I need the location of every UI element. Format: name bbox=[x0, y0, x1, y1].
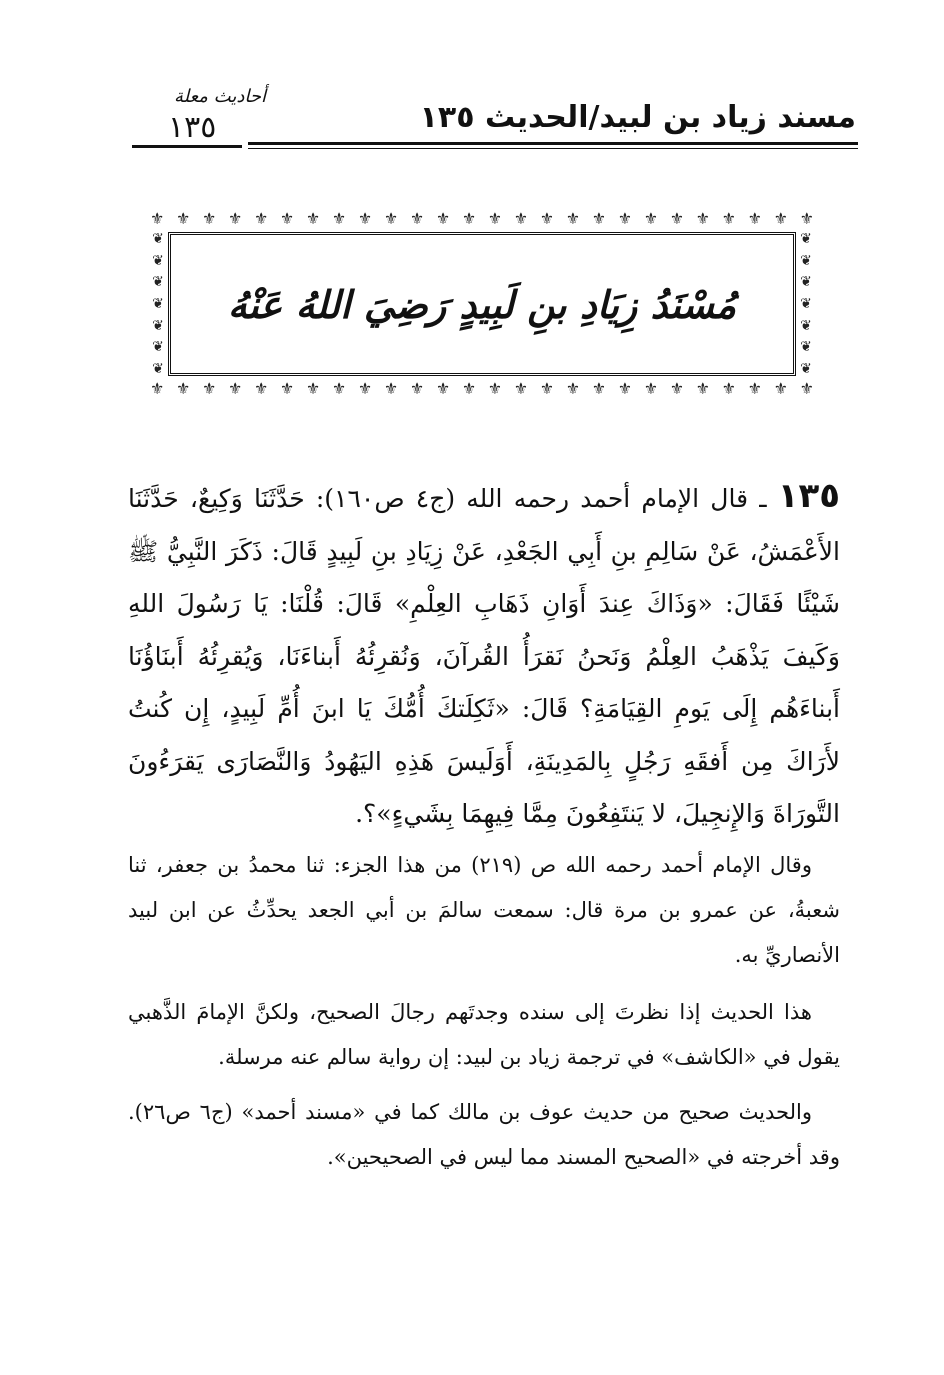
frame-ornament-glyph: ⚜ bbox=[201, 379, 217, 398]
frame-ornament-glyph: ⚜ bbox=[799, 209, 814, 228]
frame-ornament-glyph: ⚜ bbox=[331, 209, 347, 228]
frame-ornament-glyph: ⚜ bbox=[669, 379, 685, 398]
frame-ornament-glyph: ⚜ bbox=[175, 209, 191, 228]
frame-ornament-glyph: ⚜ bbox=[331, 379, 347, 398]
frame-ornament-glyph: ⚜ bbox=[695, 379, 711, 398]
frame-ornament-glyph: ⚜ bbox=[695, 209, 711, 228]
frame-ornament-glyph: ⚜ bbox=[773, 379, 788, 398]
frame-ornament-glyph: ❦ bbox=[152, 231, 164, 247]
note-text-1: هذا الحديث إذا نظرتَ إلى سنده وجدتَهم رجالَ الصحيح، ولكنَّ الإمامَ الذَّهبي يقول في «الكاشف» في ترجمة زياد بن لبيد: إن رواية سالم عنه مرسلة. bbox=[128, 1000, 840, 1069]
hadith-text: قال الإمام أحمد رحمه الله (ج٤ ص١٦٠): حَدَّثَنَا وَكِيعٌ، حَدَّثَنَا الأَعْمَشُ، عَنْ سَالِمِ بنِ أَبِي الجَعْدِ، عَنْ زِيَادِ بنِ لَبِيدٍ قَالَ: ذَكَرَ النَّبِيُّ ﷺ شَيْئًا فَقَالَ: «وَذَاكَ عِندَ أَوَانِ ذَهَابِ العِلْمِ» قَالَ: قُلْنَا: يَا رَسُولَ اللهِ وَكَيفَ يَذْهَبُ العِلْمُ وَنَحنُ نَقرَأُ القُرآنَ، وَنُقرِئُهُ أَبناءَنَا، وَيُقرِئُهُ أَبنَاؤُنَا أَبناءَهُم إِلَى يَومِ القِيَامَةِ؟ قَالَ: «ثَكِلَتكَ أُمُّكَ يَا ابنَ أُمِّ لَبِيدٍ، إِن كُنتُ لأَرَاكَ مِن أَفقَهِ رَجُلٍ بِالمَدِينَةِ، أَوَلَيسَ هَذِهِ اليَهُودُ وَالنَّصَارَى يَقرَءُونَ التَّورَاةَ وَالإِنجِيلَ، لا يَنتَفِعُونَ مِمَّا فِيهِمَا بِشَيءٍ»؟. bbox=[128, 484, 840, 828]
frame-ornament-glyph: ❦ bbox=[152, 252, 164, 269]
frame-ornament-glyph: ⚜ bbox=[227, 379, 243, 398]
frame-ornament-glyph: ⚜ bbox=[357, 379, 373, 398]
frame-ornament-glyph: ⚜ bbox=[747, 379, 762, 398]
section-title: مُسْنَدُ زِيَادِ بنِ لَبِيدٍ رَضِيَ اللهُ عَنْهُ bbox=[227, 281, 737, 327]
frame-ornament-glyph: ⚜ bbox=[409, 379, 425, 398]
frame-ornament-glyph: ⚜ bbox=[383, 379, 399, 398]
page-number-rule bbox=[132, 145, 242, 148]
frame-ornament-glyph: ⚜ bbox=[227, 209, 243, 228]
frame-ornament-glyph: ⚜ bbox=[643, 209, 659, 228]
frame-ornament-glyph: ⚜ bbox=[747, 209, 762, 228]
isnad-paragraph bbox=[128, 843, 840, 978]
frame-ornament-glyph: ⚜ bbox=[799, 379, 814, 398]
note-paragraph-2 bbox=[128, 1090, 840, 1180]
frame-ornament-bottom bbox=[150, 380, 814, 398]
header-rule bbox=[248, 142, 858, 149]
frame-ornament-glyph: ⚜ bbox=[305, 379, 321, 398]
frame-ornament-glyph: ❦ bbox=[152, 317, 164, 334]
frame-ornament-glyph: ⚜ bbox=[175, 379, 191, 398]
frame-ornament-glyph: ⚜ bbox=[279, 209, 295, 228]
frame-ornament-glyph: ❦ bbox=[800, 360, 812, 377]
frame-ornament-glyph: ⚜ bbox=[461, 209, 477, 228]
frame-ornament-glyph: ⚜ bbox=[591, 379, 607, 398]
frame-ornament-glyph: ⚜ bbox=[773, 209, 788, 228]
frame-ornament-glyph: ⚜ bbox=[253, 209, 269, 228]
note-text-2: والحديث صحيح من حديث عوف بن مالك كما في «مسند أحمد» (ج٦ ص٢٦). وقد أخرجته في «الصحيح المسند مما ليس في الصحيحين». bbox=[128, 1100, 840, 1169]
frame-ornament-glyph: ⚜ bbox=[513, 209, 529, 228]
frame-ornament-glyph: ⚜ bbox=[721, 379, 736, 398]
page-number: ١٣٥ bbox=[168, 110, 217, 145]
frame-ornament-glyph: ❦ bbox=[152, 295, 164, 312]
frame-ornament-glyph: ⚜ bbox=[669, 209, 685, 228]
note-paragraph-1 bbox=[128, 990, 840, 1080]
frame-ornament-glyph: ⚜ bbox=[487, 379, 503, 398]
hadith-paragraph bbox=[128, 470, 840, 841]
frame-ornament-glyph: ⚜ bbox=[643, 379, 659, 398]
frame-ornament-glyph: ⚜ bbox=[435, 379, 451, 398]
frame-ornament-glyph: ❦ bbox=[800, 231, 812, 247]
running-header-title: مسند زياد بن لبيد/الحديث ١٣٥ bbox=[419, 100, 856, 135]
frame-ornament-glyph: ⚜ bbox=[279, 379, 295, 398]
frame-ornament-glyph: ⚜ bbox=[565, 209, 581, 228]
hadith-dash: ـ bbox=[748, 484, 767, 513]
handwritten-margin-note: أحاديث معلة bbox=[174, 86, 266, 107]
frame-ornament-glyph: ⚜ bbox=[150, 379, 165, 398]
frame-ornament-glyph: ⚜ bbox=[409, 209, 425, 228]
hadith-number: ١٣٥ bbox=[777, 476, 840, 516]
frame-ornament-glyph: ⚜ bbox=[617, 209, 633, 228]
frame-ornament-glyph: ⚜ bbox=[201, 209, 217, 228]
isnad-text: وقال الإمام أحمد رحمه الله ص (٢١٩) من هذا الجزء: ثنا محمدُ بن جعفر، ثنا شعبةُ، عن عمرو بن مرة قال: سمعت سالمَ بن أبي الجعد يحدِّثُ عن ابن لبيد الأنصاريِّ به. bbox=[128, 853, 840, 967]
frame-ornament-glyph: ❦ bbox=[800, 339, 812, 356]
frame-ornament-glyph: ⚜ bbox=[539, 209, 555, 228]
frame-ornament-top bbox=[150, 210, 814, 228]
frame-ornament-glyph: ❦ bbox=[800, 252, 812, 269]
frame-ornament-glyph: ❦ bbox=[800, 317, 812, 334]
frame-ornament-glyph: ⚜ bbox=[617, 379, 633, 398]
frame-ornament-glyph: ⚜ bbox=[461, 379, 477, 398]
frame-ornament-glyph: ❦ bbox=[152, 339, 164, 356]
frame-ornament-glyph: ⚜ bbox=[383, 209, 399, 228]
frame-ornament-glyph: ⚜ bbox=[591, 209, 607, 228]
frame-ornament-glyph: ⚜ bbox=[487, 209, 503, 228]
frame-ornament-glyph: ❦ bbox=[152, 274, 164, 291]
frame-ornament-left bbox=[150, 232, 166, 376]
frame-ornament-glyph: ⚜ bbox=[513, 379, 529, 398]
frame-ornament-glyph: ⚜ bbox=[357, 209, 373, 228]
frame-ornament-glyph: ❦ bbox=[800, 295, 812, 312]
frame-ornament-glyph: ⚜ bbox=[565, 379, 581, 398]
frame-ornament-glyph: ⚜ bbox=[435, 209, 451, 228]
frame-ornament-glyph: ⚜ bbox=[305, 209, 321, 228]
frame-ornament-glyph: ⚜ bbox=[253, 379, 269, 398]
frame-ornament-glyph: ❦ bbox=[800, 274, 812, 291]
frame-ornament-glyph: ❦ bbox=[152, 360, 164, 377]
frame-ornament-right bbox=[798, 232, 814, 376]
frame-inner-border bbox=[168, 232, 796, 376]
frame-ornament-glyph: ⚜ bbox=[721, 209, 736, 228]
ornamental-title-frame bbox=[150, 210, 814, 398]
frame-ornament-glyph: ⚜ bbox=[150, 209, 165, 228]
frame-ornament-glyph: ⚜ bbox=[539, 379, 555, 398]
